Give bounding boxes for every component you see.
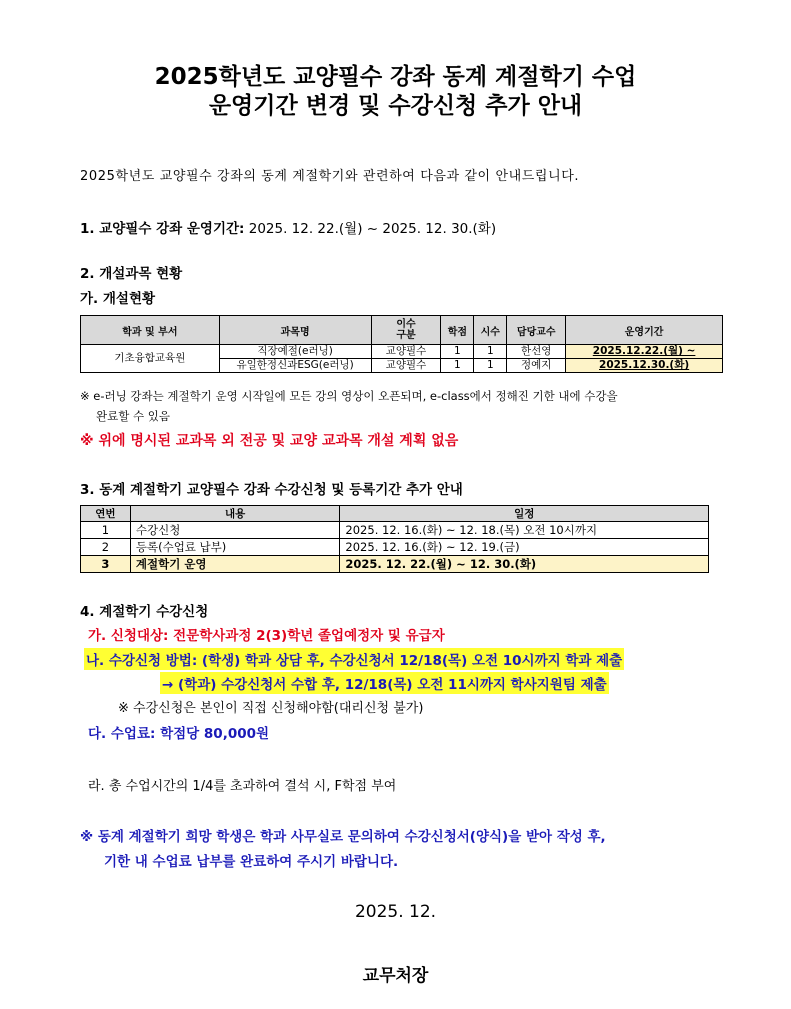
type-cell: 교양필수 — [371, 345, 441, 359]
intro-text: 2025학년도 교양필수 강좌의 동계 계절학기와 관련하여 다음과 같이 안내드립니다. — [80, 169, 580, 184]
elearning-note-line1: ※ e-러닝 강좌는 계절학기 운영 시작일에 모든 강의 영상이 오픈되며, e-class에서 정해진 기한 내에 수강을 — [80, 389, 618, 403]
content-cell: 수강신청 — [130, 522, 340, 539]
table-row — [81, 539, 709, 556]
type-cell: 교양필수 — [371, 359, 441, 373]
section2-heading: 2. 개설과목 현황 — [80, 266, 183, 282]
content-cell: 등록(수업료 납부) — [130, 539, 340, 556]
method-note: ※ 수강신청은 본인이 직접 신청해야함(대리신청 불가) — [118, 701, 424, 716]
hours-cell: 1 — [474, 359, 507, 373]
period-cell: 2025.12.22.(월) ~ — [566, 345, 723, 359]
no-cell: 3 — [81, 556, 131, 573]
section4-heading: 4. 계절학기 수강신청 — [80, 604, 209, 620]
course-table-header — [81, 316, 723, 345]
header-hours: 시수 — [474, 316, 507, 345]
section1 — [80, 217, 496, 237]
course-table — [80, 315, 723, 373]
content-cell: 계절학기 운영 — [130, 556, 340, 573]
header-period: 운영기간 — [566, 316, 723, 345]
header-schedule: 일정 — [340, 506, 709, 522]
target-line: 가. 신청대상: 전문학사과정 2(3)학년 졸업예정자 및 유급자 — [88, 628, 445, 644]
header-content: 내용 — [130, 506, 340, 522]
prof-cell: 한선영 — [507, 345, 566, 359]
no-cell: 2 — [81, 539, 131, 556]
header-course: 과목명 — [219, 316, 371, 345]
notice-line2: 기한 내 수업료 납부를 완료하여 주시기 바랍니다. — [104, 854, 399, 870]
header-no: 연번 — [81, 506, 131, 522]
document-date: 2025. 12. — [354, 902, 437, 922]
table-row — [81, 522, 709, 539]
notice-line1: ※ 동계 계절학기 희망 학생은 학과 사무실로 문의하여 수강신청서(양식)을 받아 작성 후, — [80, 829, 606, 845]
method-line2: → (학과) 수강신청서 수합 후, 12/18(목) 오전 11시까지 학사지원팀 제출 — [160, 672, 609, 694]
schedule-cell: 2025. 12. 16.(화) ~ 12. 19.(금) — [340, 539, 709, 556]
signer: 교무처장 — [362, 966, 429, 986]
schedule-table — [80, 505, 709, 573]
schedule-cell: 2025. 12. 22.(월) ~ 12. 30.(화) — [340, 556, 709, 573]
absence-rule: 라. 총 수업시간의 1/4를 초과하여 결석 시, F학점 부여 — [88, 779, 397, 794]
fee-line: 다. 수업료: 학점당 80,000원 — [88, 726, 270, 742]
course-cell: 직장예절(e러닝) — [219, 345, 371, 359]
section1-value: 2025. 12. 22.(월) ~ 2025. 12. 30.(화) — [248, 221, 497, 237]
table-row — [81, 345, 723, 359]
section1-label: 1. 교양필수 강좌 운영기간: — [80, 221, 245, 237]
title-line1: 2025학년도 교양필수 강좌 동계 계절학기 수업 — [154, 64, 637, 90]
header-credit: 학점 — [441, 316, 474, 345]
no-other-courses-warning: ※ 위에 명시된 교과목 외 전공 및 교양 교과목 개설 계획 없음 — [80, 433, 459, 449]
period-cell: 2025.12.30.(화) — [566, 359, 723, 373]
no-cell: 1 — [81, 522, 131, 539]
section3-heading: 3. 동계 계절학기 교양필수 강좌 수강신청 및 등록기간 추가 안내 — [80, 482, 463, 498]
prof-cell: 정예지 — [507, 359, 566, 373]
header-type: 이수 구분 — [371, 316, 441, 345]
header-dept: 학과 및 부서 — [81, 316, 220, 345]
course-cell: 유일한정신과ESG(e러닝) — [219, 359, 371, 373]
schedule-table-header — [81, 506, 709, 522]
hours-cell: 1 — [474, 345, 507, 359]
table-row — [81, 556, 709, 573]
dept-cell: 기초융합교육원 — [81, 345, 220, 373]
section2-sub: 가. 개설현황 — [80, 291, 156, 307]
header-prof: 담당교수 — [507, 316, 566, 345]
credit-cell: 1 — [441, 359, 474, 373]
credit-cell: 1 — [441, 345, 474, 359]
elearning-note-line2: 완료할 수 있음 — [96, 409, 170, 423]
title-line2: 운영기간 변경 및 수강신청 추가 안내 — [208, 93, 583, 119]
method-line1: 나. 수강신청 방법: (학생) 학과 상담 후, 수강신청서 12/18(목) 오전 10시까지 학과 제출 — [84, 648, 624, 670]
schedule-cell: 2025. 12. 16.(화) ~ 12. 18.(목) 오전 10시까지 — [340, 522, 709, 539]
